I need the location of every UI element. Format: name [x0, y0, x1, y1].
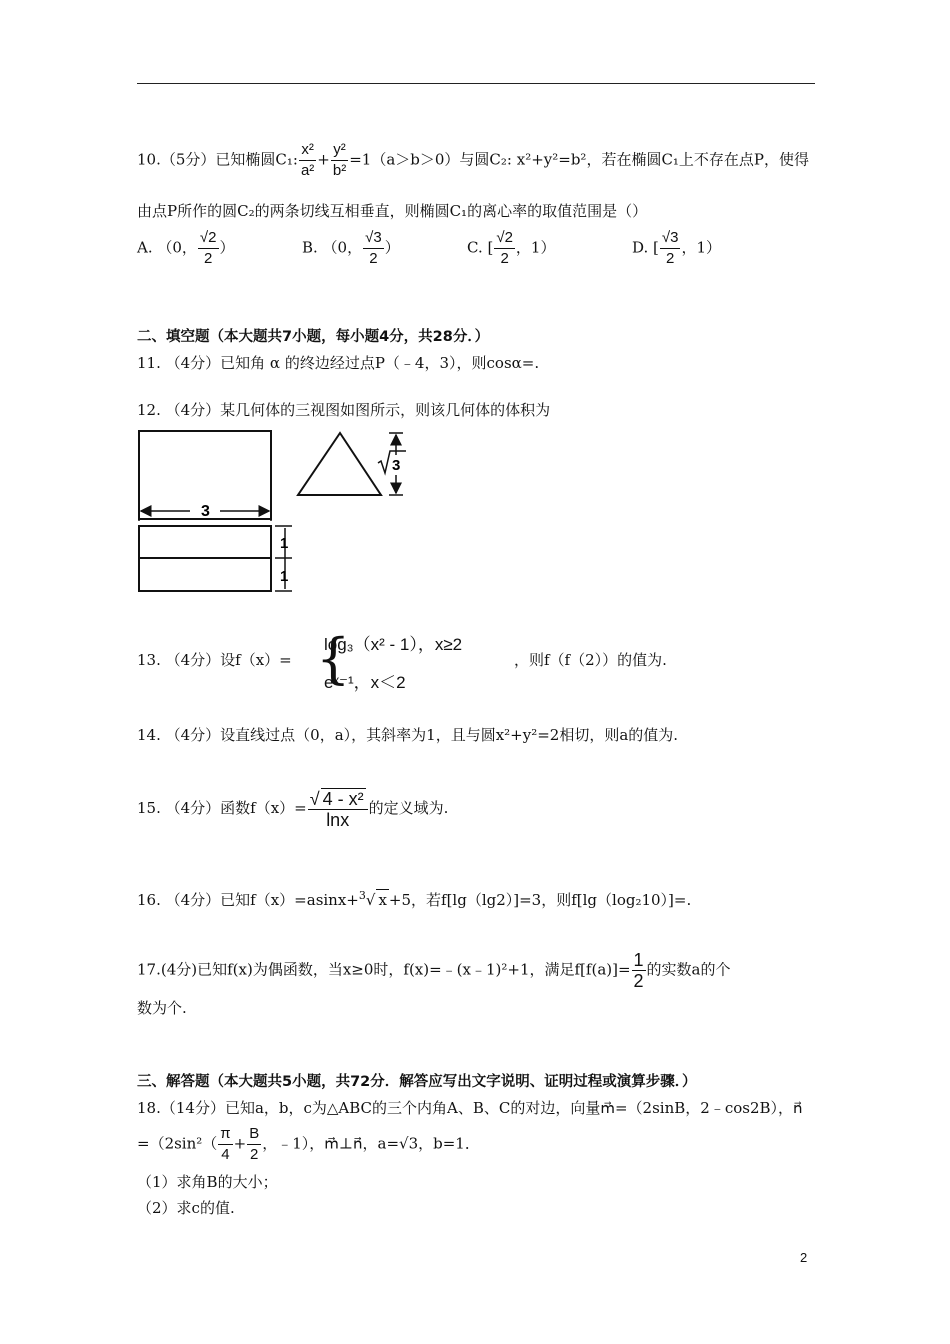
height-label-1: 1 [280, 535, 289, 552]
frac-numerator: 1 [633, 950, 644, 970]
q15-pre: 15. （4分）函数f（x）= [137, 799, 307, 817]
frac-denominator: 2 [369, 250, 378, 267]
q17-line2: 数为个. [137, 999, 187, 1017]
frac-denominator: b² [332, 162, 347, 179]
option-post: ，1） [515, 238, 556, 257]
q18-line1: 18.（14分）已知a，b，c为△ABC的三个内角A、B、C的对边，向量m⃗=（2sinB，2﹣cos2B），n⃗ [137, 1099, 803, 1117]
q10-option-d [632, 228, 721, 269]
q14: 14. （4分）设直线过点（0，a），其斜率为1，且与圆x²+y²=2相切，则a的值为. [137, 726, 679, 744]
frac-denominator: 2 [500, 250, 509, 267]
q10-frac-x2-a2 [299, 140, 316, 181]
frac-numerator: √3 [660, 228, 681, 249]
q18-frac-pi-4 [218, 1124, 232, 1165]
frac-numerator: √2 [494, 228, 515, 249]
root-index: 3 [358, 889, 366, 902]
q10-text-post: =1（a＞b＞0）与圆C₂: x²+y²=b²，若在椭圆C₁上不存在点P，使得 [349, 150, 810, 169]
q17-pre: 17.(4分)已知f(x)为偶函数，当x≥0时，f(x)=﹣(x﹣1)²+1，满足f[f(a)]= [137, 960, 631, 979]
option-pre: D. [ [632, 238, 659, 257]
frac-numerator: y² [331, 140, 348, 161]
sqrt3-digit: 3 [392, 457, 401, 474]
q13-piece-2: eˣ⁻¹，x＜2 [324, 673, 406, 692]
frac-denominator: 2 [633, 971, 644, 991]
option-frac [494, 228, 515, 269]
section-2-heading: 二、填空题（本大题共7小题，每小题4分，共28分．） [137, 329, 490, 345]
option-pre: C. [ [467, 238, 494, 257]
frac-denominator: 2 [204, 250, 213, 267]
plus-sign: + [317, 150, 330, 169]
q11: 11. （4分）已知角 α 的终边经过点P（﹣4，3），则cosα=. [137, 354, 540, 372]
radicand: x [378, 891, 387, 909]
q18-line2: =（2sin²（ $\frac{\pi}{4}$ + $\frac{B}{2}$ ，﹣1），m⃗⊥n⃗，a=√3，b=1． [137, 1125, 480, 1163]
frac-numerator: x² [299, 140, 316, 161]
q13-pre: 13. （4分）设f（x）= [137, 651, 292, 669]
q15-frac [308, 788, 368, 830]
frac-denominator: 4 [221, 1146, 230, 1163]
q15 [137, 788, 448, 830]
q10-text-pre: 10.（5分）已知椭圆C₁: [137, 150, 298, 169]
side-view-triangle [298, 433, 381, 495]
frac-numerator: √2 [198, 228, 219, 249]
frac-denominator: lnx [326, 810, 350, 830]
option-frac [363, 228, 384, 269]
radicand: 4 - x² [322, 789, 364, 809]
option-frac [660, 228, 681, 269]
q12: 12. （4分）某几何体的三视图如图所示，则该几何体的体积为 [137, 401, 551, 419]
page-number: 2 [800, 1250, 808, 1265]
q18-frac-b-2 [247, 1124, 261, 1165]
q18-part1: （1）求角B的大小； [137, 1173, 278, 1191]
q18-post: ，﹣1），m⃗⊥n⃗，a=√3，b=1． [262, 1134, 480, 1153]
height-label-2: 1 [280, 568, 289, 585]
three-view-figure [130, 425, 420, 600]
q17-post: 的实数a的个 [646, 960, 731, 979]
q13-piece-1: log₃（x² - 1），x≥2 [324, 635, 463, 654]
q16: 16. （4分）已知f（x）=asinx+$^3$√ x +5，若f[lg（lg2）]=3，则f[lg（log₂10）]=. [137, 889, 692, 909]
frac-numerator: π [218, 1124, 232, 1145]
q18-pre: =（2sin²（ [137, 1134, 218, 1153]
q10-frac-y2-b2 [331, 140, 348, 181]
option-frac [198, 228, 219, 269]
q16-post: +5，若f[lg（lg2）]=3，则f[lg（log₂10）]=. [388, 891, 692, 909]
q10-option-a [137, 228, 235, 269]
frac-numerator: B [247, 1124, 261, 1145]
q10-line1 [137, 140, 809, 181]
frac-numerator: √3 [363, 228, 384, 249]
q18-part2: （2）求c的值. [137, 1199, 235, 1217]
frac-denominator: 2 [666, 250, 675, 267]
option-post: ，1） [681, 238, 722, 257]
frac-denominator: a² [300, 162, 315, 179]
width-label: 3 [201, 503, 210, 520]
q10-option-c [467, 228, 555, 269]
option-pre: A. （0， [137, 238, 197, 257]
header-rule [137, 83, 815, 84]
q17-frac [632, 950, 646, 991]
q17-line1 [137, 950, 731, 991]
piecewise-brace: { [316, 627, 351, 690]
q16-pre: 16. （4分）已知f（x）=asinx+ [137, 891, 359, 909]
q13-post: ，则f（f（2））的值为. [514, 651, 667, 669]
frac-numerator: √ 4 - x² [308, 788, 368, 810]
section-3-heading: 三、解答题（本大题共5小题，共72分．解答应写出文字说明、证明过程或演算步骤．） [137, 1074, 697, 1090]
q15-post: 的定义域为. [368, 799, 449, 817]
frac-denominator: 2 [250, 1146, 259, 1163]
height-label-sqrt3 [378, 451, 406, 474]
option-post: ） [384, 238, 400, 257]
q10-option-b [302, 228, 400, 269]
option-pre: B. （0， [302, 238, 363, 257]
q10-line2: 由点P所作的圆C₂的两条切线互相垂直，则椭圆C₁的离心率的取值范围是（） [137, 202, 648, 220]
option-post: ） [219, 238, 235, 257]
